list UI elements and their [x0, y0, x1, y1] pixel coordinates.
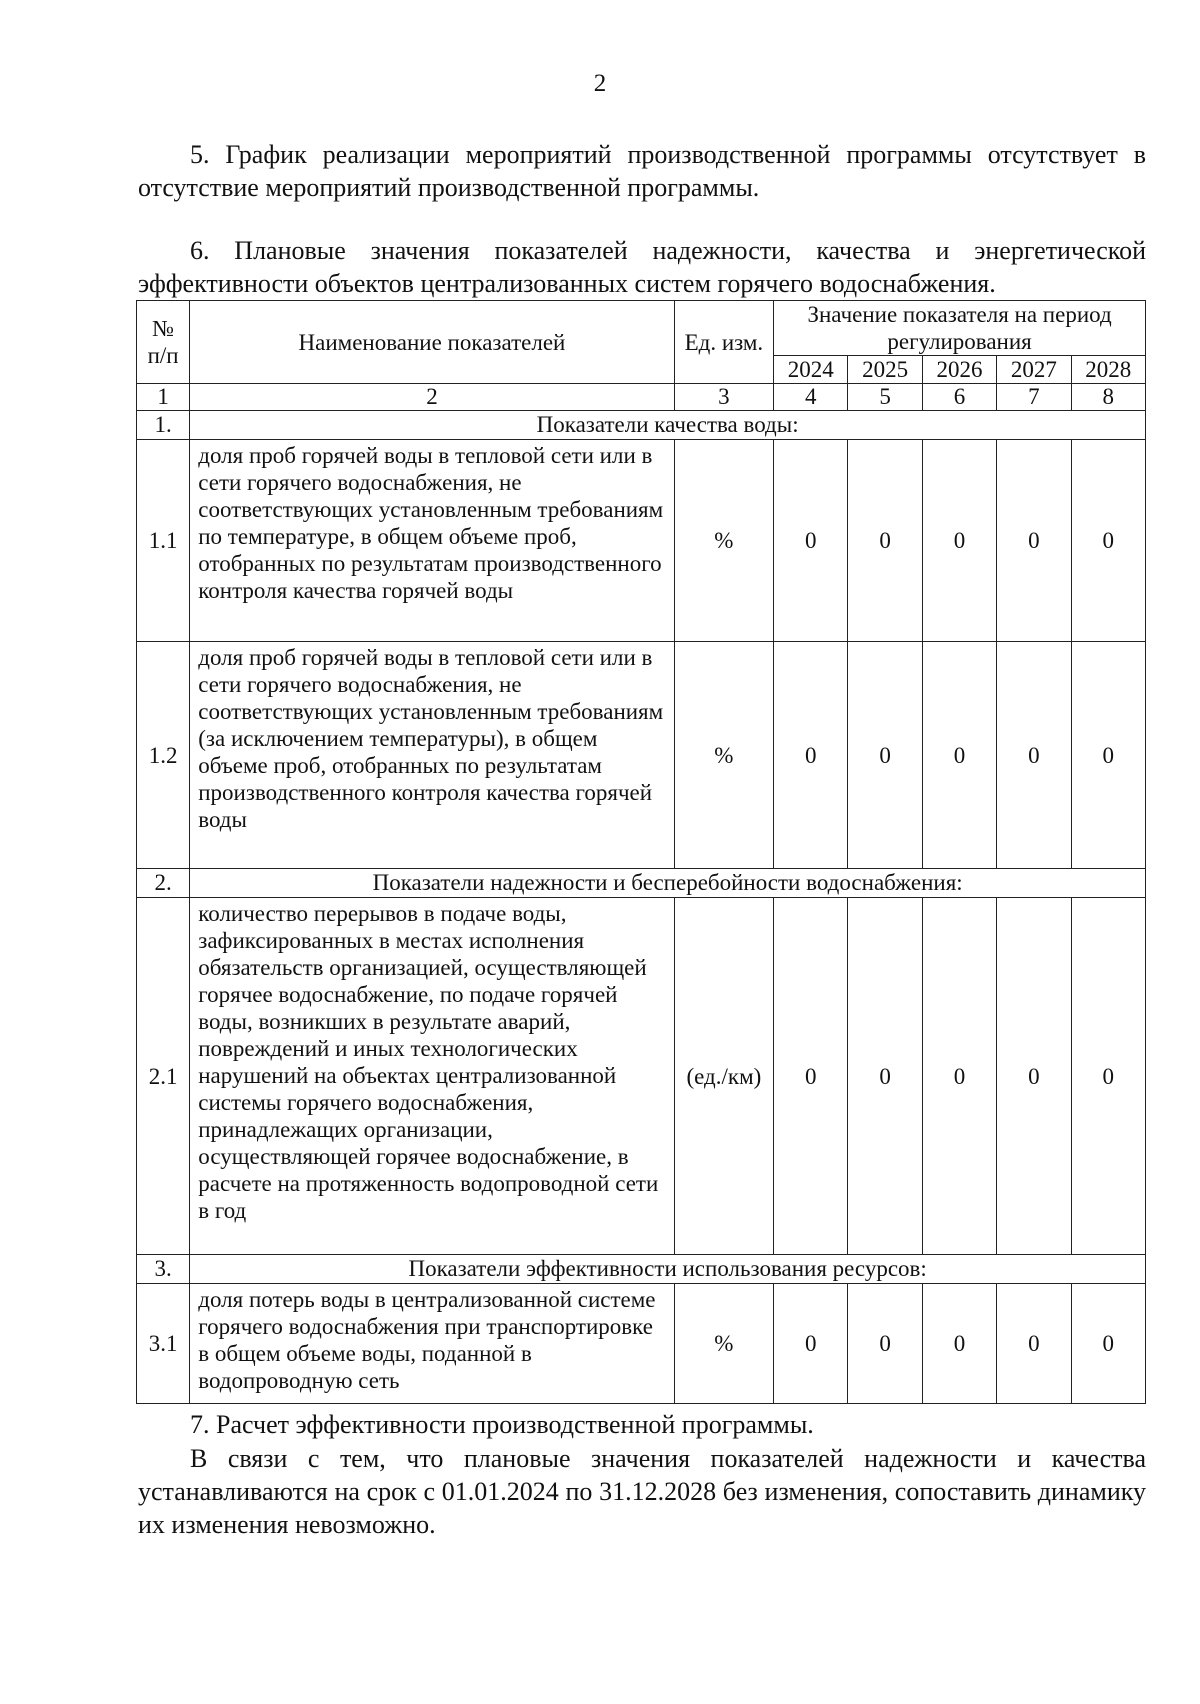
- row-name: количество перерывов в подаче воды, зафиксированных в местах исполнения обязательств организацией, осуществляющей горячее водоснабжение, по подаче горячей воды, возникших в результате аварий, повреждений и иных технологических нарушений на объектах централизованной системы горячего водоснабжения, принадлежащих организации, осуществляющей горячее водоснабжение, в расчете на протяженность водопроводной сети в год: [190, 898, 674, 1255]
- section-7-paragraph: [138, 1442, 1146, 1541]
- row-unit: %: [674, 642, 773, 869]
- row-value: 0: [997, 898, 1071, 1255]
- table-row: [137, 898, 1146, 1255]
- header-year: 2025: [848, 356, 922, 384]
- column-numbers-row: [137, 384, 1146, 411]
- section-num: 3.: [137, 1255, 190, 1284]
- row-value: 0: [848, 440, 922, 642]
- column-number: 7: [997, 384, 1071, 411]
- row-value: 0: [922, 642, 996, 869]
- row-value: 0: [922, 1284, 996, 1404]
- row-unit: (ед./км): [674, 898, 773, 1255]
- row-value: 0: [774, 440, 848, 642]
- section-title: Показатели эффективности использования ресурсов:: [190, 1255, 1146, 1284]
- header-year: 2024: [774, 356, 848, 384]
- table-row: [137, 642, 1146, 869]
- row-value: 0: [1071, 440, 1145, 642]
- header-year: 2028: [1071, 356, 1145, 384]
- section-row: [137, 411, 1146, 440]
- header-unit: Ед. изм.: [674, 301, 773, 384]
- section-6-text: 6. Плановые значения показателей надежности, качества и энергетической эффективности объектов централизованных систем горячего водоснабжения.: [138, 236, 1146, 298]
- row-value: 0: [774, 642, 848, 869]
- row-value: 0: [774, 898, 848, 1255]
- row-name: доля потерь воды в централизованной системе горячего водоснабжения при транспортировке в общем объеме воды, поданной в водопроводную сеть: [190, 1284, 674, 1404]
- row-value: 0: [848, 898, 922, 1255]
- row-value: 0: [848, 1284, 922, 1404]
- column-number: 8: [1071, 384, 1145, 411]
- row-value: 0: [848, 642, 922, 869]
- column-number: 2: [190, 384, 674, 411]
- row-value: 0: [997, 1284, 1071, 1404]
- row-value: 0: [1071, 898, 1145, 1255]
- table-row: [137, 440, 1146, 642]
- page-number: 2: [593, 70, 607, 97]
- row-num: 2.1: [137, 898, 190, 1255]
- row-value: 0: [997, 440, 1071, 642]
- column-number: 4: [774, 384, 848, 411]
- header-name: Наименование показателей: [190, 301, 674, 384]
- section-7-text: В связи с тем, что плановые значения показателей надежности и качества устанавливаются на срок с 01.01.2024 по 31.12.2028 без изменения, сопоставить динамику их изменения невозможно.: [138, 1444, 1146, 1539]
- header-year: 2027: [997, 356, 1071, 384]
- section-num: 1.: [137, 411, 190, 440]
- row-value: 0: [1071, 642, 1145, 869]
- section-6-paragraph: [138, 234, 1146, 300]
- section-7-title: [138, 1408, 1146, 1441]
- table-header-row: [137, 301, 1146, 356]
- header-num: № п/п: [137, 301, 190, 384]
- row-value: 0: [922, 898, 996, 1255]
- header-year: 2026: [922, 356, 996, 384]
- row-value: 0: [997, 642, 1071, 869]
- table-row: [137, 1284, 1146, 1404]
- header-period: Значение показателя на период регулирования: [774, 301, 1146, 356]
- row-unit: %: [674, 440, 773, 642]
- section-title: Показатели качества воды:: [190, 411, 1146, 440]
- indicators-table: [136, 300, 1146, 1404]
- row-value: 0: [1071, 1284, 1145, 1404]
- row-value: 0: [774, 1284, 848, 1404]
- section-5-paragraph: [138, 138, 1146, 204]
- column-number: 6: [922, 384, 996, 411]
- row-unit: %: [674, 1284, 773, 1404]
- row-name: доля проб горячей воды в тепловой сети или в сети горячего водоснабжения, не соответствующих установленным требованиям (за исключением температуры), в общем объеме проб, отобранных по результатам производственного контроля качества горячей воды: [190, 642, 674, 869]
- section-row: [137, 1255, 1146, 1284]
- column-number: 3: [674, 384, 773, 411]
- section-7-title-text: 7. Расчет эффективности производственной программы.: [190, 1410, 814, 1439]
- section-row: [137, 869, 1146, 898]
- row-num: 3.1: [137, 1284, 190, 1404]
- column-number: 1: [137, 384, 190, 411]
- row-value: 0: [922, 440, 996, 642]
- section-num: 2.: [137, 869, 190, 898]
- row-num: 1.1: [137, 440, 190, 642]
- column-number: 5: [848, 384, 922, 411]
- section-5-text: 5. График реализации мероприятий производственной программы отсутствует в отсутствие мероприятий производственной программы.: [138, 140, 1146, 202]
- row-name: доля проб горячей воды в тепловой сети или в сети горячего водоснабжения, не соответствующих установленным требованиям по температуре, в общем объеме проб, отобранных по результатам производственного контроля качества горячей воды: [190, 440, 674, 642]
- section-title: Показатели надежности и бесперебойности водоснабжения:: [190, 869, 1146, 898]
- row-num: 1.2: [137, 642, 190, 869]
